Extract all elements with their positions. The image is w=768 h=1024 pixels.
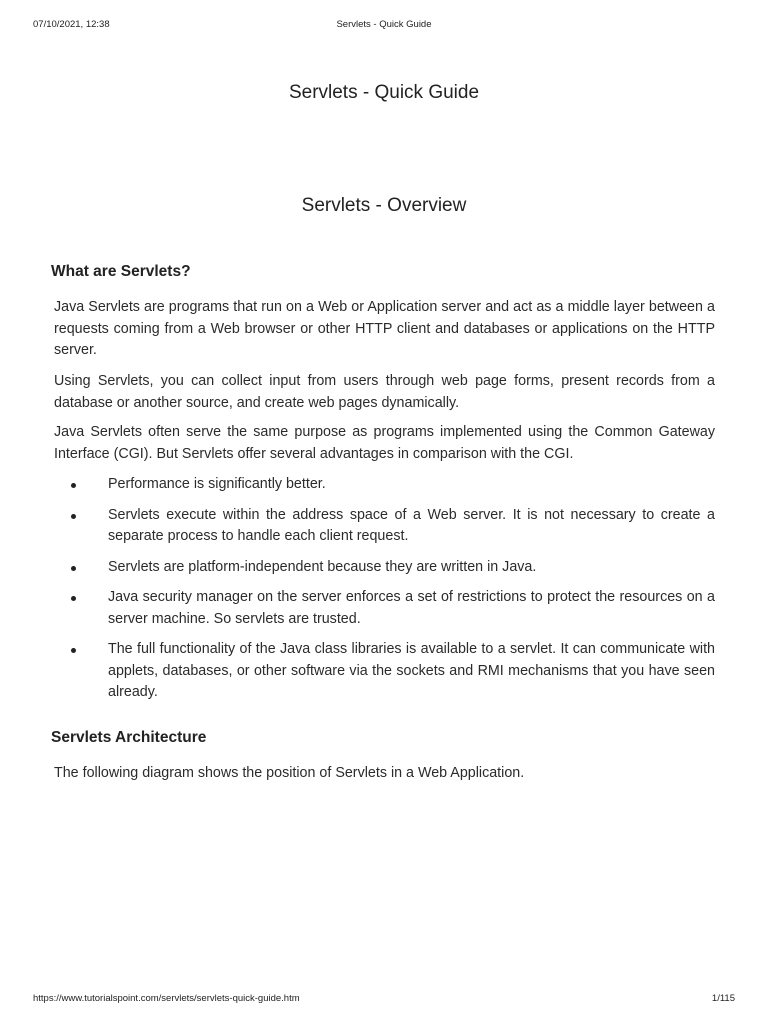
print-datetime: 07/10/2021, 12:38	[33, 19, 110, 30]
page-number: 1/115	[711, 993, 735, 1004]
bullet-icon	[71, 514, 76, 519]
list-item: Performance is significantly better.	[54, 474, 715, 496]
cgi-paragraph: Java Servlets often serve the same purpose as programs implemented using the Common Gateway Interface (CGI). But Servlets offer several advantages in comparison with the CGI.	[54, 424, 715, 462]
architecture-paragraph: The following diagram shows the position of Servlets in a Web Application.	[54, 765, 525, 781]
what-are-servlets-heading: What are Servlets?	[51, 263, 191, 280]
advantages-list	[54, 474, 715, 713]
bullet-icon	[71, 596, 76, 601]
intro-paragraph: Java Servlets are programs that run on a Web or Application server and act as a middle layer between a requests coming from a Web browser or other HTTP client and databases or applications on the HTTP server.	[54, 299, 715, 358]
section-title: Servlets - Overview	[301, 195, 467, 216]
list-item: Java security manager on the server enforces a set of restrictions to protect the resources on a server machine. So servlets are trusted.	[54, 587, 715, 630]
print-footer	[33, 993, 735, 1005]
list-item: Servlets execute within the address space of a Web server. It is not necessary to create a separate process to handle each client request.	[54, 505, 715, 548]
list-item: The full functionality of the Java class libraries is available to a servlet. It can communicate with applets, databases, or other software via the sockets and RMI mechanisms that you have seen already.	[54, 639, 715, 704]
bullet-icon	[71, 648, 76, 653]
page-title: Servlets - Quick Guide	[288, 82, 480, 103]
architecture-heading: Servlets Architecture	[51, 729, 207, 746]
usage-paragraph: Using Servlets, you can collect input from users through web page forms, present records from a database or another source, and create web pages dynamically.	[54, 373, 715, 411]
list-item: Servlets are platform-independent because they are written in Java.	[54, 557, 715, 579]
print-title: Servlets - Quick Guide	[336, 19, 432, 30]
bullet-icon	[71, 566, 76, 571]
print-header	[33, 19, 735, 31]
bullet-icon	[71, 483, 76, 488]
print-url: https://www.tutorialspoint.com/servlets/servlets-quick-guide.htm	[33, 993, 300, 1004]
